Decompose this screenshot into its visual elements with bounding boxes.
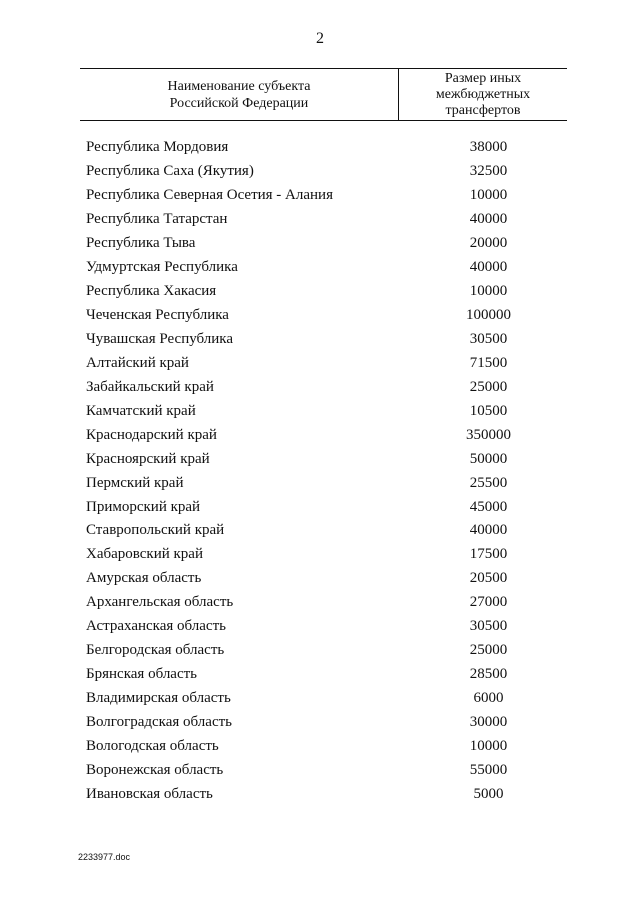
subject-name-cell: Алтайский край: [86, 354, 189, 371]
table-row: [80, 591, 567, 615]
transfer-value-cell: 27000: [469, 594, 508, 611]
table-row: [80, 519, 567, 543]
transfer-value-cell: 10000: [469, 187, 508, 204]
table-body: [80, 136, 567, 806]
subject-name-cell: Забайкальский край: [86, 378, 214, 395]
subject-name-cell: Хабаровский край: [86, 546, 203, 563]
table-row: [80, 351, 567, 375]
transfers-table: [80, 68, 567, 806]
subject-name-cell: Ставропольский край: [86, 522, 225, 539]
table-row: [80, 208, 567, 232]
table-row: [80, 136, 567, 160]
transfer-value-cell: 20000: [469, 235, 508, 252]
table-header: [80, 68, 567, 121]
transfer-value-cell: 100000: [466, 307, 511, 324]
transfer-value-cell: 50000: [469, 450, 508, 467]
subject-name-cell: Республика Тыва: [86, 235, 196, 252]
subject-name-cell: Чувашская Республика: [86, 330, 234, 347]
page-number: 2: [316, 30, 324, 47]
header-transfer-size-label: Размер иных межбюджетных трансфертов: [435, 70, 531, 118]
table-row: [80, 782, 567, 806]
subject-name-cell: Ивановская область: [86, 785, 213, 802]
subject-name-cell: Вологодская область: [86, 737, 219, 754]
subject-name-cell: Республика Северная Осетия - Алания: [86, 187, 333, 204]
transfer-value-cell: 25500: [469, 474, 508, 491]
table-row: [80, 687, 567, 711]
subject-name-cell: Камчатский край: [86, 402, 196, 419]
subject-name-cell: Белгородская область: [86, 642, 225, 659]
table-row: [80, 399, 567, 423]
table-row: [80, 567, 567, 591]
table-row: [80, 375, 567, 399]
subject-name-cell: Краснодарский край: [86, 426, 217, 443]
subject-name-cell: Чеченская Республика: [86, 307, 229, 324]
header-subject-name-label: Наименование субъекта Российской Федерации: [167, 78, 311, 111]
transfer-value-cell: 38000: [469, 139, 508, 156]
subject-name-cell: Удмуртская Республика: [86, 259, 238, 276]
transfer-value-cell: 28500: [469, 666, 508, 683]
table-row: [80, 160, 567, 184]
table-row: [80, 543, 567, 567]
table-row: [80, 711, 567, 735]
transfer-value-cell: 71500: [469, 354, 508, 371]
transfer-value-cell: 32500: [469, 163, 508, 180]
subject-name-cell: Владимирская область: [86, 690, 231, 707]
transfer-value-cell: 20500: [469, 570, 508, 587]
subject-name-cell: Архангельская область: [86, 594, 234, 611]
transfer-value-cell: 25000: [469, 378, 508, 395]
subject-name-cell: Республика Мордовия: [86, 139, 229, 156]
table-row: [80, 639, 567, 663]
subject-name-cell: Пермский край: [86, 474, 184, 491]
subject-name-cell: Брянская область: [86, 666, 198, 683]
transfer-value-cell: 5000: [473, 785, 504, 802]
transfer-value-cell: 40000: [469, 522, 508, 539]
subject-name-cell: Воронежская область: [86, 761, 224, 778]
document-reference: 2233977.doc: [78, 852, 131, 862]
subject-name-cell: Волгоградская область: [86, 713, 232, 730]
transfer-value-cell: 10000: [469, 737, 508, 754]
subject-name-cell: Приморский край: [86, 498, 201, 515]
table-row: [80, 758, 567, 782]
transfer-value-cell: 55000: [469, 761, 508, 778]
table-row: [80, 232, 567, 256]
subject-name-cell: Республика Татарстан: [86, 211, 228, 228]
header-subject-name: [80, 69, 399, 120]
table-row: [80, 423, 567, 447]
table-row: [80, 184, 567, 208]
transfer-value-cell: 10000: [469, 283, 508, 300]
transfer-value-cell: 30500: [469, 618, 508, 635]
transfer-value-cell: 30000: [469, 713, 508, 730]
table-row: [80, 256, 567, 280]
table-row: [80, 304, 567, 328]
table-row: [80, 328, 567, 352]
transfer-value-cell: 25000: [469, 642, 508, 659]
table-row: [80, 734, 567, 758]
transfer-value-cell: 40000: [469, 259, 508, 276]
subject-name-cell: Астраханская область: [86, 618, 226, 635]
table-row: [80, 280, 567, 304]
table-row: [80, 663, 567, 687]
table-row: [80, 615, 567, 639]
transfer-value-cell: 45000: [469, 498, 508, 515]
transfer-value-cell: 350000: [466, 426, 511, 443]
transfer-value-cell: 30500: [469, 330, 508, 347]
header-transfer-size: [399, 69, 567, 120]
table-row: [80, 447, 567, 471]
transfer-value-cell: 17500: [469, 546, 508, 563]
transfer-value-cell: 40000: [469, 211, 508, 228]
transfer-value-cell: 10500: [469, 402, 508, 419]
table-row: [80, 471, 567, 495]
subject-name-cell: Республика Саха (Якутия): [86, 163, 254, 180]
subject-name-cell: Амурская область: [86, 570, 202, 587]
subject-name-cell: Красноярский край: [86, 450, 210, 467]
transfer-value-cell: 6000: [473, 690, 504, 707]
table-row: [80, 495, 567, 519]
subject-name-cell: Республика Хакасия: [86, 283, 217, 300]
